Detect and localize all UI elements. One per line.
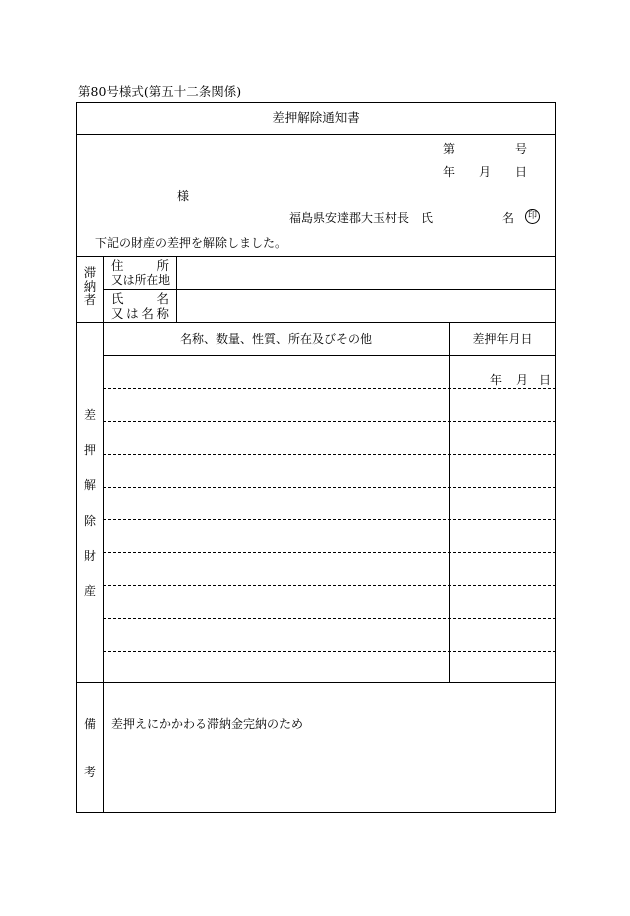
remarks-label-char: 考: [84, 765, 97, 779]
name-label-line-1: [111, 293, 169, 306]
name-label-line-2: [111, 308, 169, 321]
delinquent-label-char: 者: [83, 292, 97, 307]
title-divider: [76, 134, 556, 135]
name-label-char: は: [126, 306, 139, 321]
property-date-month: 月: [516, 373, 529, 387]
date-month: 月: [479, 165, 492, 179]
notice-text: 下記の財産の差押を解除しました。: [95, 236, 288, 250]
address-label-char: 住: [111, 258, 124, 273]
property-row-line: [103, 421, 556, 422]
date-year: 年: [443, 165, 456, 179]
delinquent-mid-divider: [103, 289, 556, 290]
remarks-divider: [76, 682, 556, 683]
seal-icon: 印: [525, 209, 540, 224]
delinquent-bottom-divider: [76, 322, 556, 323]
property-row-line: [103, 552, 556, 553]
property-description-header: 名称、数量、性質、所在及びその他: [179, 332, 372, 346]
number-prefix: 第: [443, 142, 456, 156]
property-row-line: [103, 487, 556, 488]
property-header-divider: [103, 355, 556, 356]
property-date-column-divider: [449, 322, 450, 682]
label-column-divider-1: [103, 256, 104, 322]
address-label-char: 所: [156, 258, 169, 273]
property-date-header: 差押年月日: [472, 332, 533, 346]
header-divider: [76, 256, 556, 257]
issuer-name: 福島県安達郡大玉村長 氏: [289, 211, 434, 225]
property-date-day: 日: [539, 373, 552, 387]
property-label-char: 差: [84, 408, 97, 422]
delinquent-label-char: 滞: [83, 265, 97, 280]
property-row-line: [103, 519, 556, 520]
label-column-divider-3: [103, 682, 104, 813]
property-label-char: 除: [84, 514, 97, 528]
date-day: 日: [515, 165, 528, 179]
form-frame: [76, 102, 556, 813]
name-label-char: 又: [111, 306, 124, 321]
address-label-line-2: 又は所在地: [111, 273, 170, 287]
form-number-label: 第80号様式(第五十二条関係): [78, 84, 242, 99]
property-label-char: 産: [84, 584, 97, 598]
name-label-char: 名: [141, 306, 154, 321]
label-column-divider-2: [103, 322, 104, 682]
property-row-line: [103, 651, 556, 652]
delinquent-label: [83, 267, 97, 307]
address-label-line-1: [111, 260, 169, 273]
property-row-line: [103, 454, 556, 455]
property-row-line: [103, 618, 556, 619]
remarks-label-char: 備: [84, 717, 97, 731]
delinquent-label-char: 納: [83, 278, 97, 294]
name-label-char: 名: [156, 291, 169, 306]
document-title: 差押解除通知書: [272, 110, 360, 125]
property-row-line: [103, 585, 556, 586]
number-suffix: 号: [515, 142, 528, 156]
issuer-mei: 名: [502, 211, 515, 225]
property-label-char: 解: [84, 478, 97, 492]
property-label-char: 押: [84, 443, 97, 457]
name-label-char: 称: [156, 306, 169, 321]
addressee-suffix: 様: [177, 189, 190, 203]
name-label-char: 氏: [111, 291, 124, 306]
property-row-line: [103, 388, 556, 389]
property-label-char: 財: [84, 549, 97, 563]
remarks-text: 差押えにかかわる滞納金完納のため: [111, 717, 304, 731]
property-date-year: 年: [490, 373, 503, 387]
delinquent-field-divider: [176, 256, 177, 322]
